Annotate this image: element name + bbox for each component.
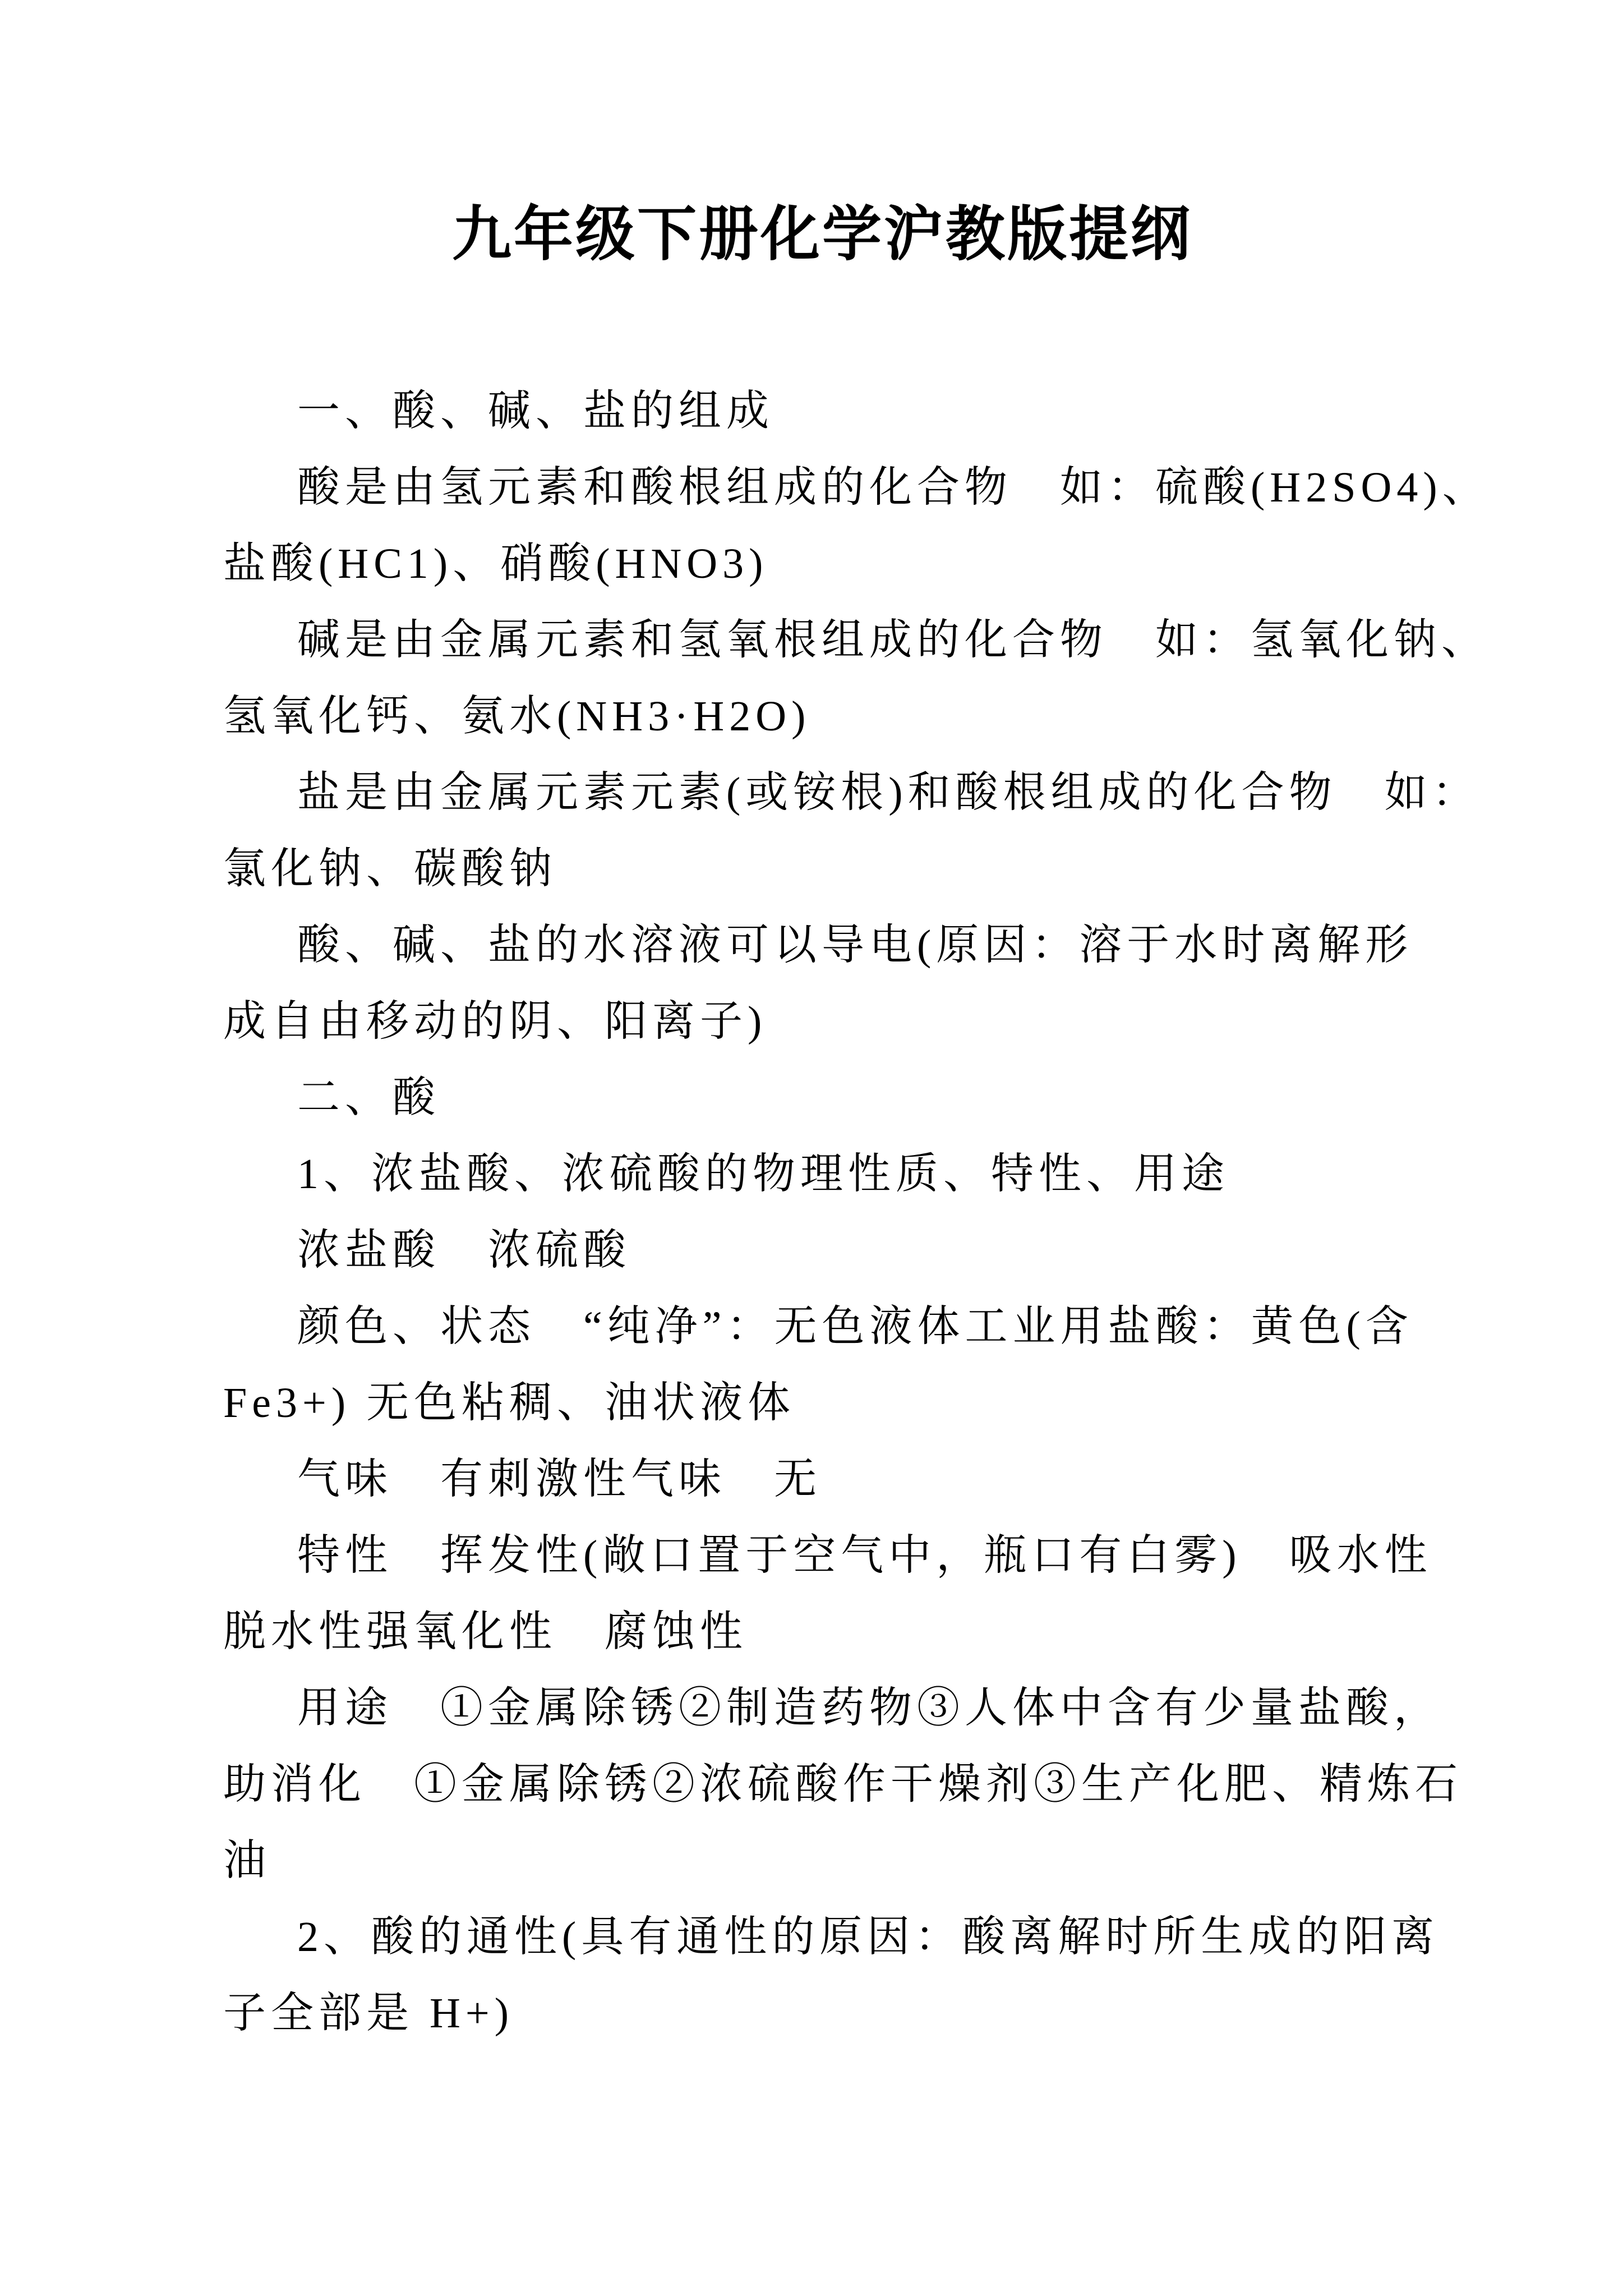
text-line: 特性 挥发性(敞口置于空气中，瓶口有白雾) 吸水性 [297, 1532, 1432, 1579]
text-line: 氯化钠、碳酸钠 [223, 845, 557, 892]
text-line: 油 [223, 1837, 271, 1884]
text-line: 气味 有刺激性气味 无 [297, 1456, 822, 1503]
text-line: 用途 ①金属除锈②制造药物③人体中含有少量盐酸， [297, 1685, 1441, 1732]
text-line: 子全部是 H+) [223, 1990, 514, 2037]
document-body [223, 373, 1490, 2051]
text-line: 碱是由金属元素和氢氧根组成的化合物 如：氢氧化钠、 [297, 616, 1489, 664]
text-line: 酸、碱、盐的水溶液可以导电(原因：溶于水时离解形 [297, 922, 1413, 969]
text-line: 一、酸、碱、盐的组成 [297, 388, 774, 435]
text-line: 脱水性强氧化性 腐蚀性 [223, 1608, 748, 1655]
text-line: 浓盐酸 浓硫酸 [297, 1227, 631, 1274]
text-line: 成自由移动的阴、阳离子) [223, 998, 767, 1045]
text-line: 二、酸 [297, 1074, 440, 1121]
text-line: 助消化 ①金属除锈②浓硫酸作干燥剂③生产化肥、精炼石 [223, 1761, 1463, 1808]
text-line: 氢氧化钙、氨水(NH3·H2O) [223, 693, 811, 740]
text-line: 盐是由金属元素元素(或铵根)和酸根组成的化合物 如： [297, 769, 1480, 816]
text-line: 2、酸的通性(具有通性的原因：酸离解时所生成的阳离 [297, 1913, 1440, 1961]
text-line: Fe3+) 无色粘稠、油状液体 [223, 1379, 796, 1427]
document-title: 九年级下册化学沪教版提纲 [452, 202, 1192, 268]
text-line: 盐酸(HC1)、硝酸(HNO3) [223, 540, 768, 587]
text-line: 1、浓盐酸、浓硫酸的物理性质、特性、用途 [297, 1151, 1229, 1198]
text-line: 颜色、状态 “纯净”：无色液体工业用盐酸：黄色(含 [297, 1303, 1413, 1350]
text-line: 酸是由氢元素和酸根组成的化合物 如：硫酸(H2SO4)、 [297, 464, 1490, 511]
